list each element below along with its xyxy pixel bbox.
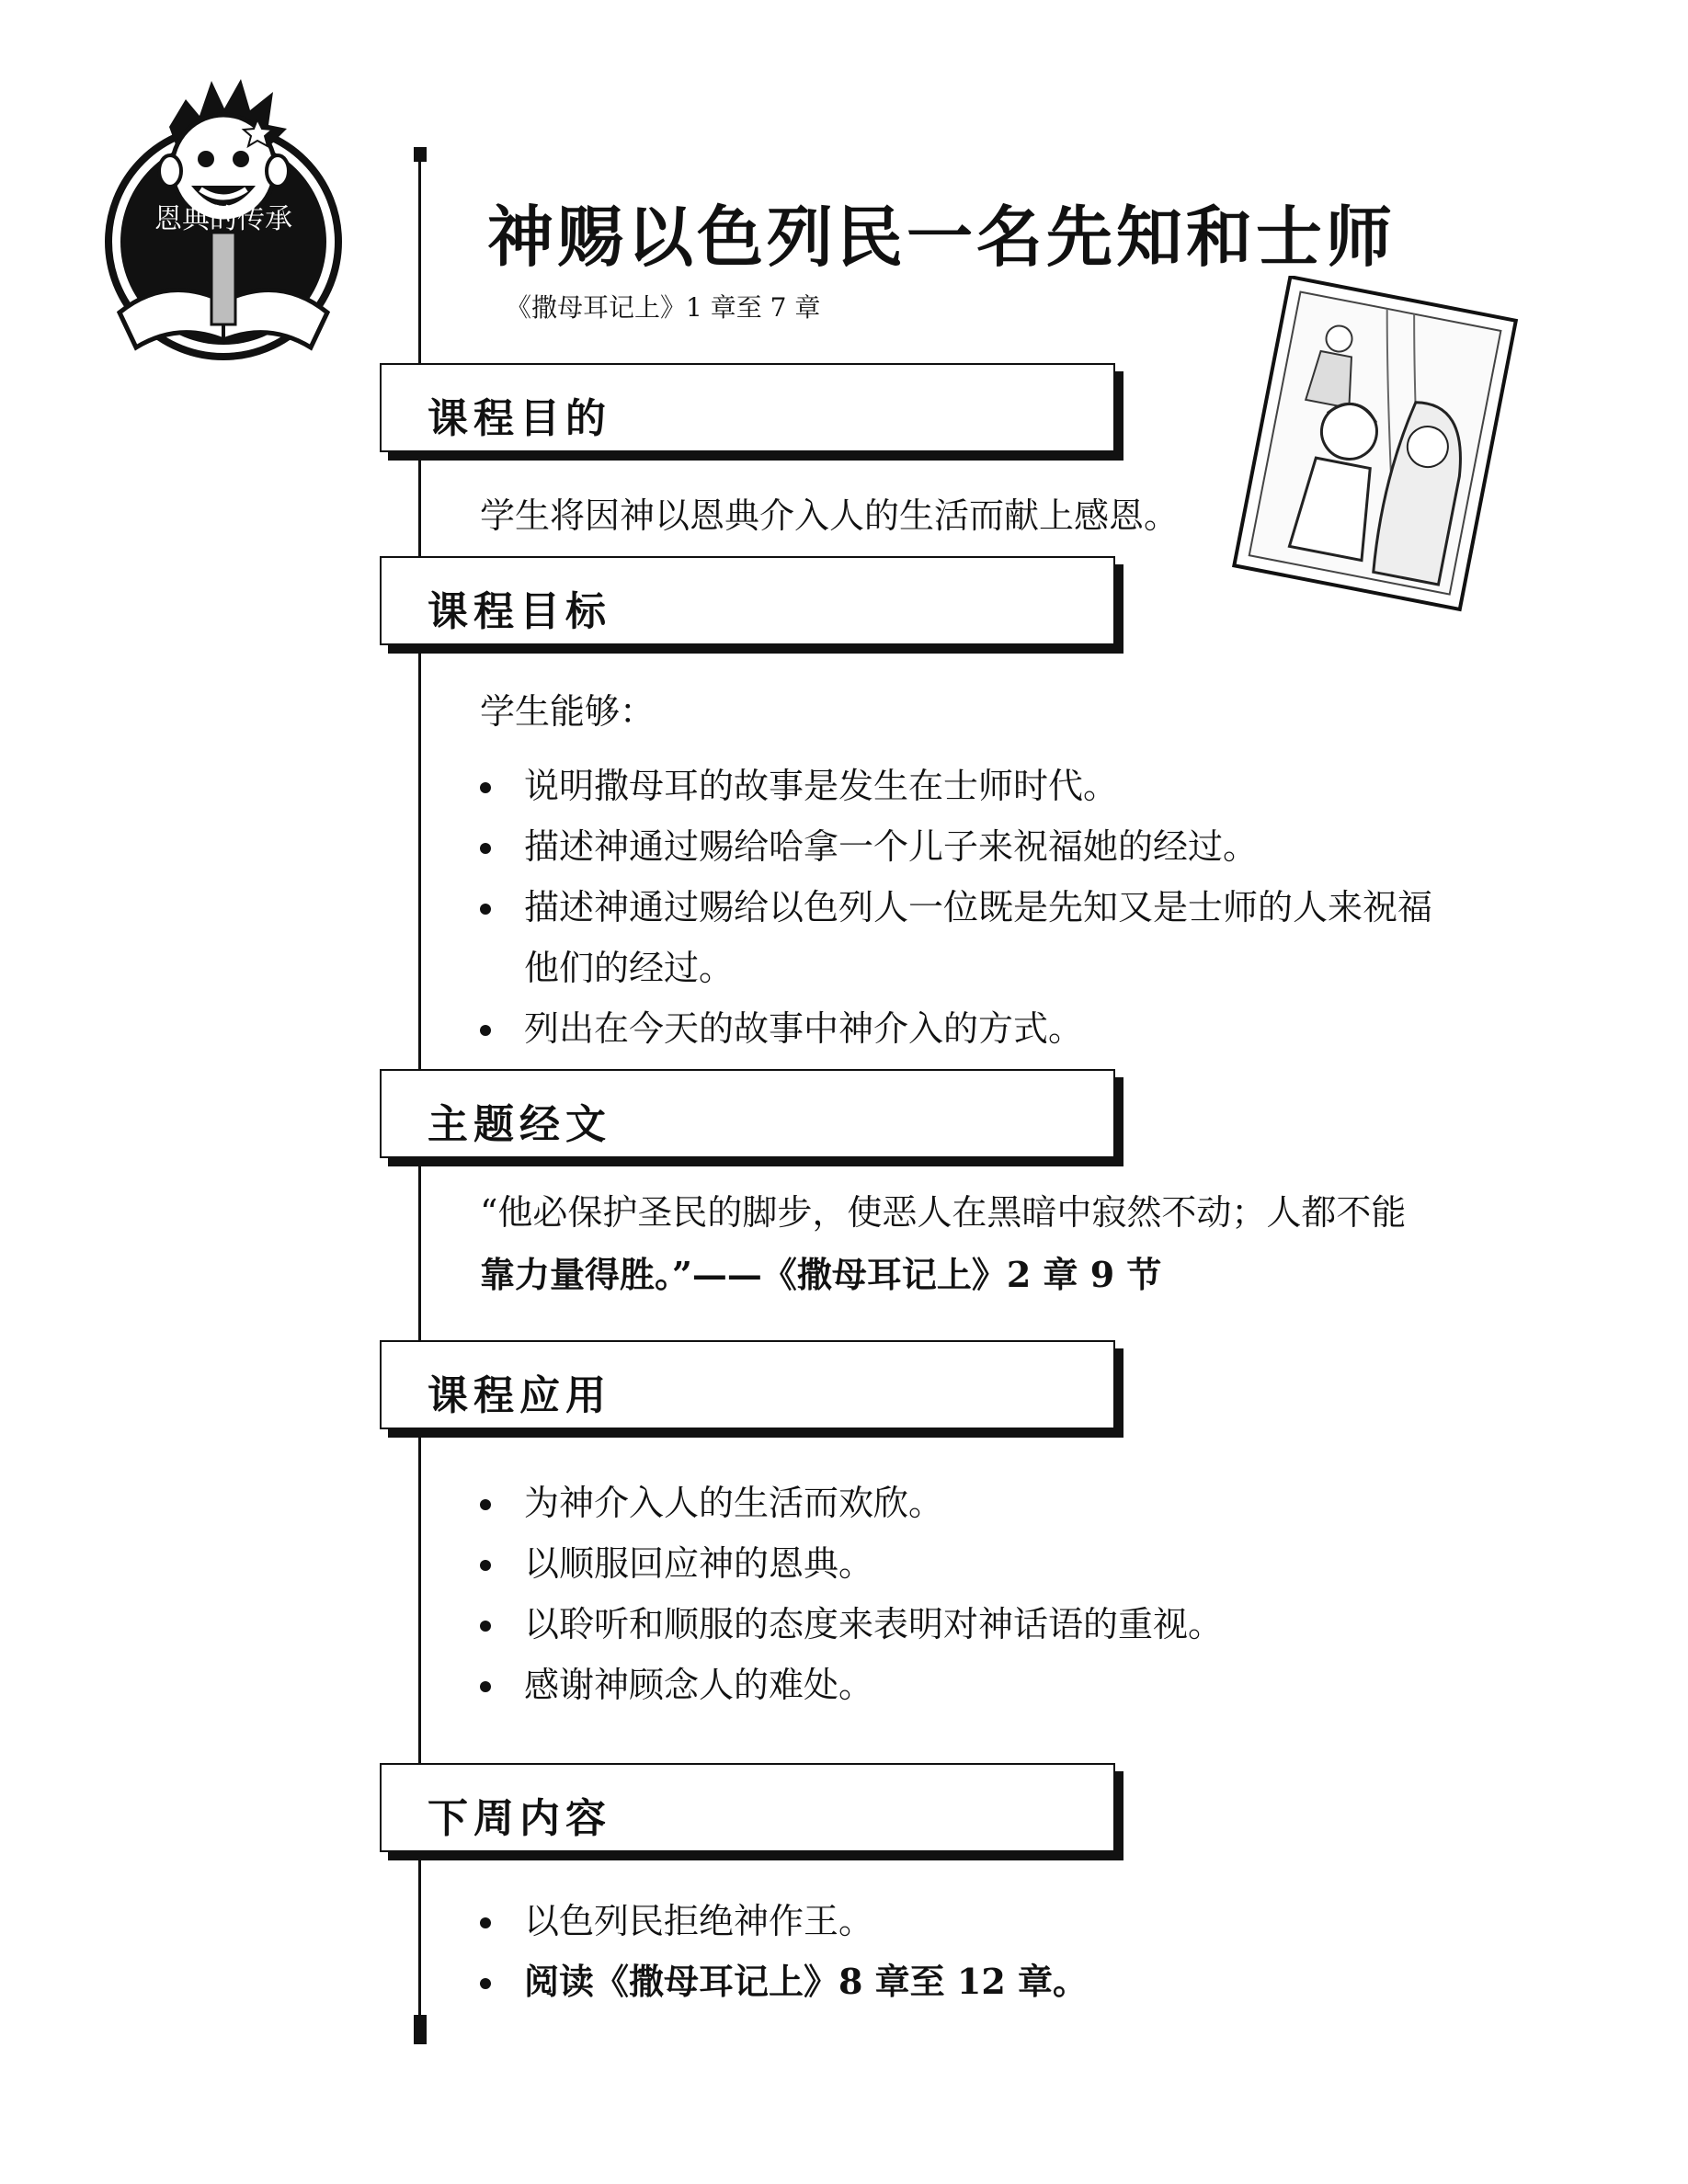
section-header-next-week — [380, 1763, 1115, 1852]
logo-text: 恩典的传承 — [154, 203, 292, 235]
series-logo — [103, 72, 344, 366]
list-item — [478, 1533, 1223, 1594]
section-title: 课程目的 — [428, 395, 611, 442]
list-item-text: 以聆听和顺服的态度来表明对神话语的重视。 — [524, 1604, 1224, 1644]
scripture-reference: 《撒母耳记上》1 章至 7 章 — [506, 292, 821, 323]
list-item-text: 说明撒母耳的故事是发生在士师时代。 — [524, 766, 1119, 806]
timeline-bottom-cap — [414, 2015, 427, 2044]
section-title: 课程应用 — [428, 1372, 611, 1419]
list-item-text: 描述神通过赐给哈拿一个儿子来祝福她的经过。 — [524, 826, 1259, 867]
list-item-text: 以顺服回应神的恩典。 — [524, 1543, 874, 1584]
list-item — [478, 816, 1432, 877]
list-item-text: 感谢神顾念人的难处。 — [524, 1665, 874, 1705]
boy-reading-book-icon — [103, 72, 344, 366]
objectives-intro: 学生能够： — [480, 691, 656, 732]
list-item — [478, 1891, 1088, 1951]
next-week-list — [478, 1891, 1088, 2012]
list-item-text: 列出在今天的故事中神介入的方式。 — [524, 1008, 1084, 1049]
list-item — [478, 1473, 1223, 1533]
list-item — [478, 1951, 1088, 2012]
section-header-objectives — [380, 556, 1115, 645]
list-item — [478, 998, 1432, 1059]
list-item-text: 以色列民拒绝神作王。 — [524, 1901, 874, 1941]
purpose-text: 学生将因神以恩典介入人的生活而献上感恩。 — [480, 495, 1180, 536]
list-item-text: 为神介入人的生活而欢欣。 — [524, 1483, 944, 1523]
list-item-text: 描述神通过赐给以色列人一位既是先知又是士师的人来祝福 — [524, 887, 1433, 927]
list-item — [478, 756, 1432, 816]
verse-line-2: 靠力量得胜。”——《撒母耳记上》2 章 9 节 — [480, 1254, 1162, 1295]
list-item — [478, 877, 1432, 998]
section-title: 课程目标 — [428, 588, 611, 635]
section-title: 主题经文 — [428, 1101, 611, 1148]
illustration-icon — [1223, 276, 1526, 616]
verse-line-1: “他必保护圣民的脚步，使恶人在黑暗中寂然不动；人都不能 — [480, 1192, 1407, 1233]
section-title: 下周内容 — [428, 1795, 611, 1842]
page-title: 神赐以色列民一名先知和士师 — [487, 198, 1397, 276]
timeline-top-cap — [414, 147, 427, 162]
objectives-list — [478, 756, 1432, 1059]
section-header-application — [380, 1340, 1115, 1429]
list-item — [478, 1594, 1223, 1655]
list-item — [478, 1655, 1223, 1715]
section-header-verse — [380, 1069, 1115, 1158]
section-header-purpose — [380, 363, 1115, 452]
list-item-text-continued: 他们的经过。 — [524, 948, 735, 988]
application-list — [478, 1473, 1223, 1715]
list-item-text: 阅读《撒母耳记上》8 章至 12 章。 — [524, 1961, 1089, 2002]
samuel-hannah-eli-illustration — [1223, 276, 1526, 616]
